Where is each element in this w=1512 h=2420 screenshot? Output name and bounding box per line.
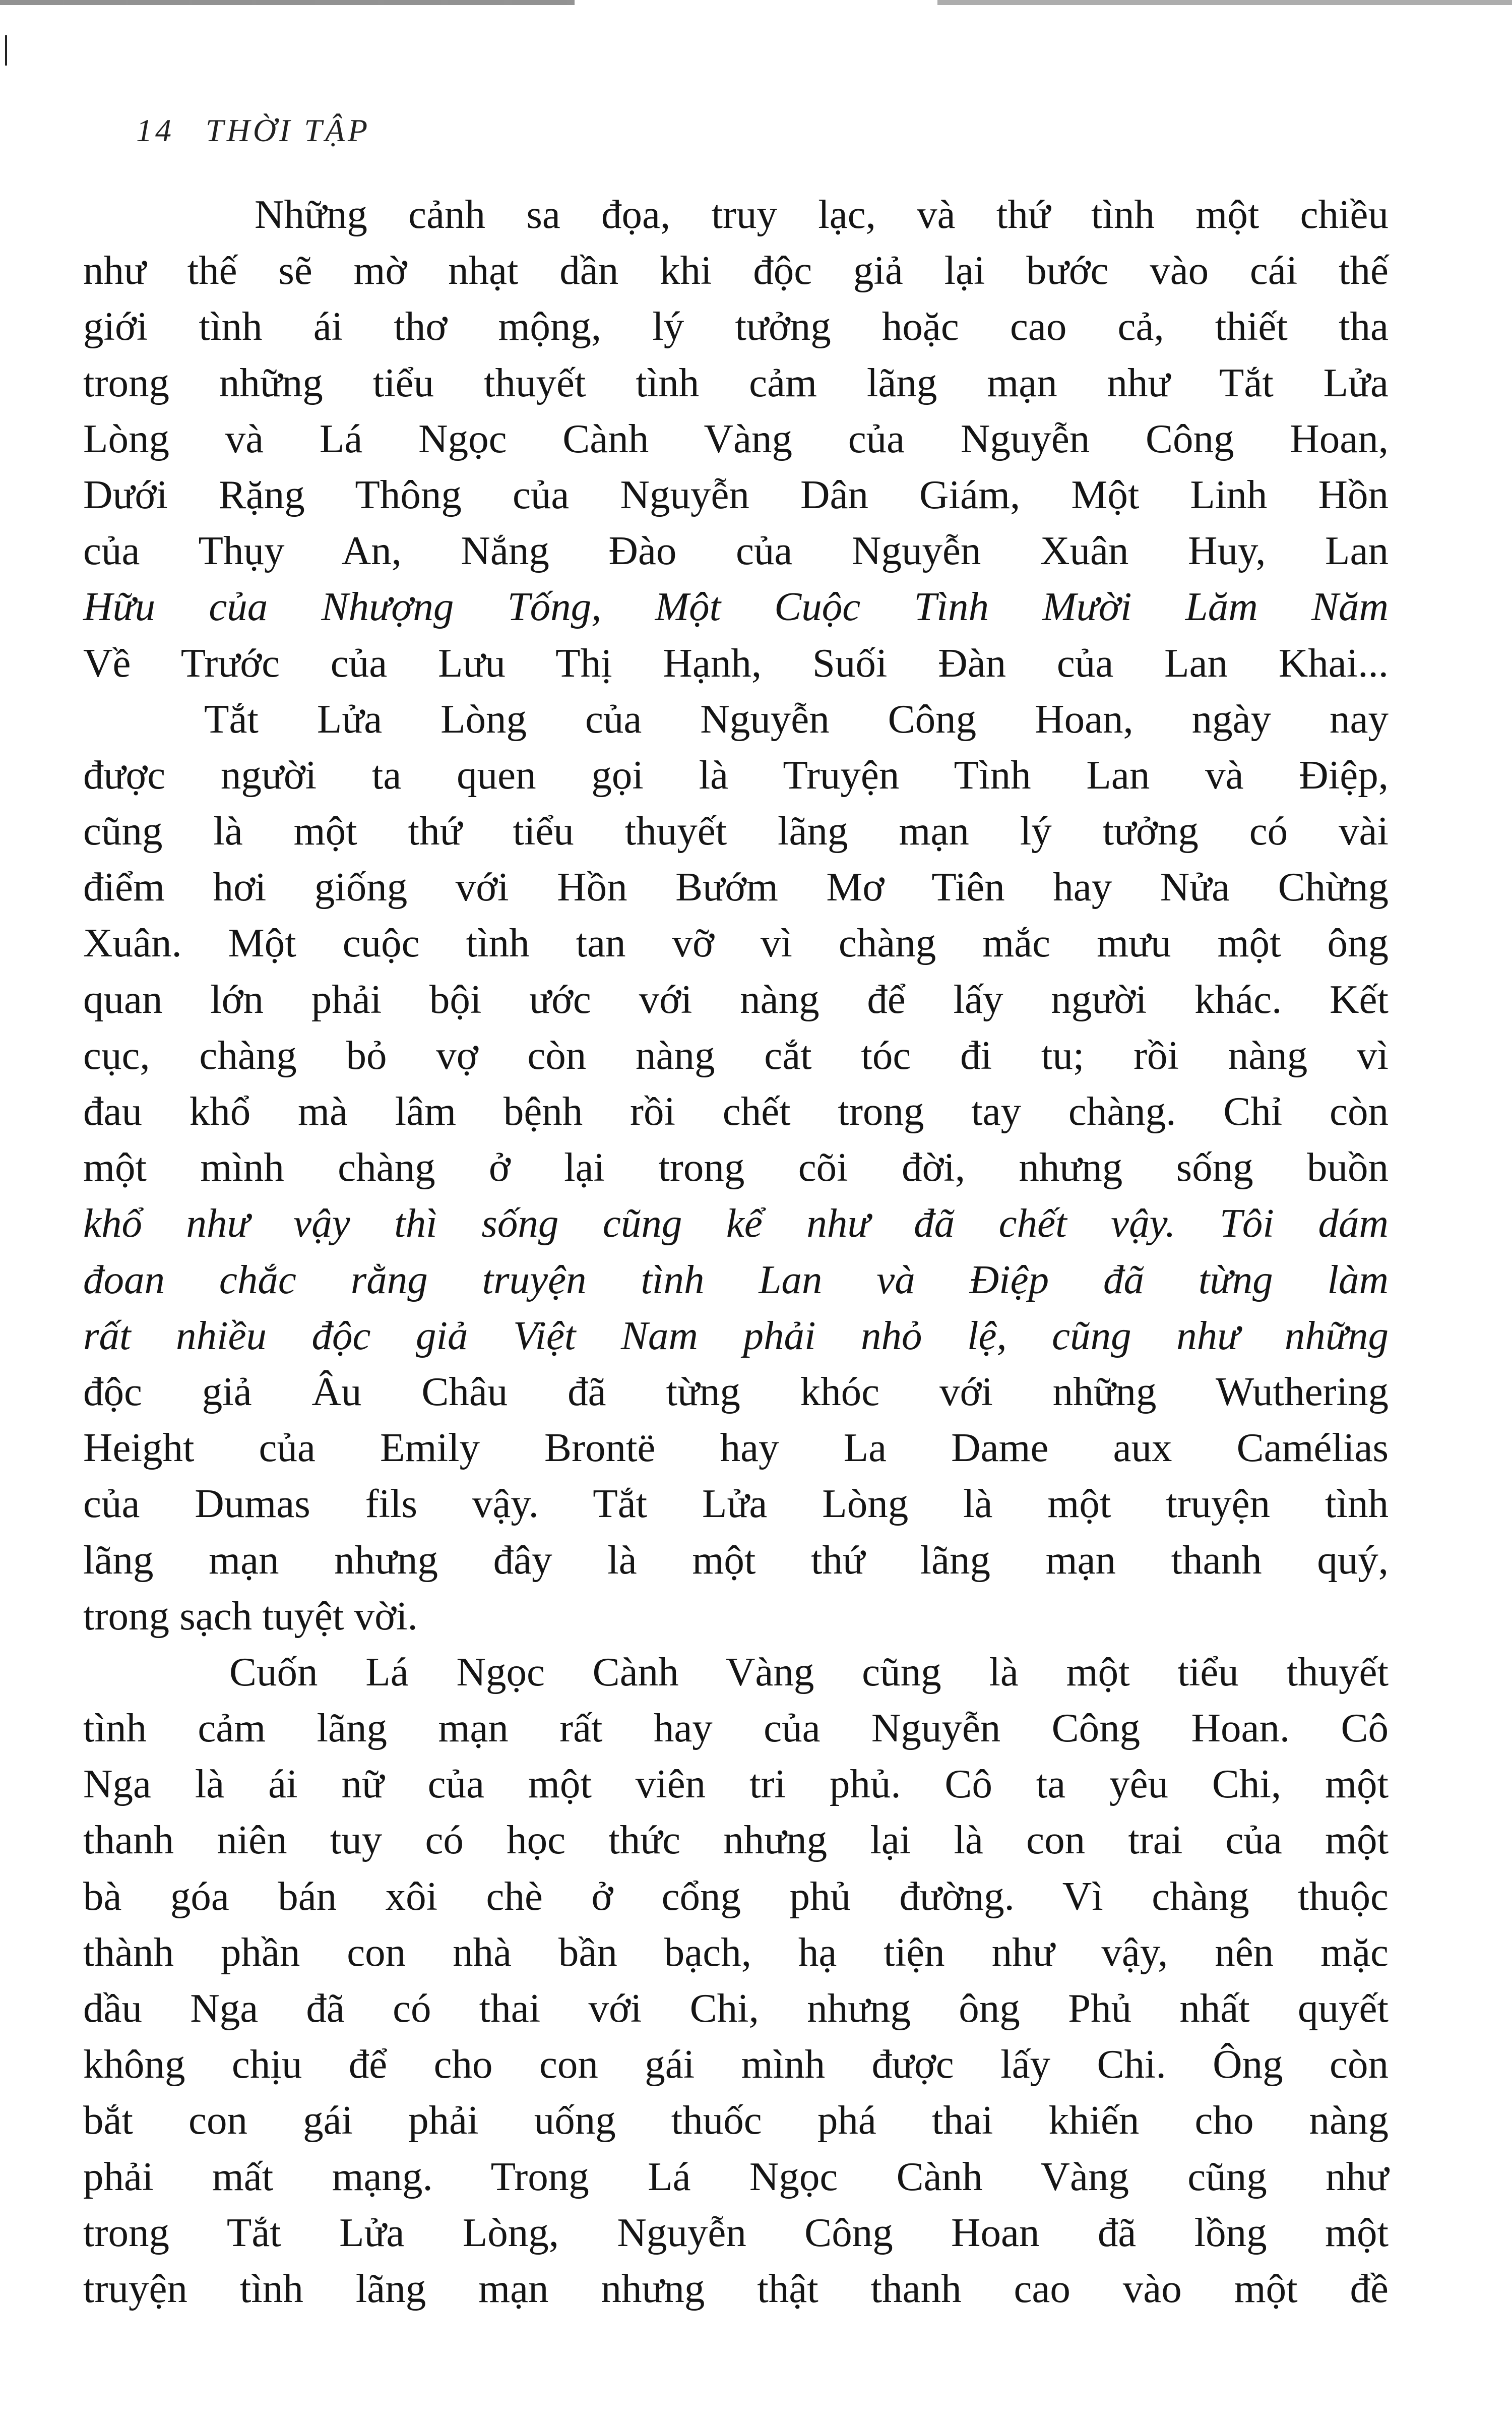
text-line: Dưới Rặng Thông của Nguyễn Dân Giám, Một Linh Hồn	[83, 471, 1389, 517]
text-line: một mình chàng ở lại trong cõi đời, nhưng sống buồn	[83, 1144, 1389, 1190]
text-line: Nga là ái nữ của một viên tri phủ. Cô ta yêu Chi, một	[83, 1761, 1389, 1807]
text-line: lãng mạn nhưng đây là một thứ lãng mạn thanh quý,	[83, 1537, 1389, 1583]
text-line: Những cảnh sa đọa, truy lạc, và thứ tình một chiều	[255, 192, 1389, 237]
text-line: đoan chắc rằng truyện tình Lan và Điệp đã từng làm	[83, 1256, 1389, 1302]
text-line: phải mất mạng. Trong Lá Ngọc Cành Vàng cũng như	[83, 2153, 1389, 2199]
text-line: đau khổ mà lâm bệnh rồi chết trong tay chàng. Chỉ còn	[83, 1088, 1389, 1134]
text-line: Xuân. Một cuộc tình tan vỡ vì chàng mắc mưu một ông	[83, 920, 1389, 966]
text-line: trong sạch tuyệt vời.	[83, 1593, 418, 1639]
scan-edge-mark	[5, 35, 7, 66]
text-line: Tắt Lửa Lòng của Nguyễn Công Hoan, ngày nay	[204, 696, 1389, 742]
body-text	[83, 187, 1389, 2317]
text-line: cục, chàng bỏ vợ còn nàng cắt tóc đi tu; rồi nàng vì	[83, 1032, 1389, 1078]
text-line: trong Tắt Lửa Lòng, Nguyễn Công Hoan đã lồng một	[83, 2209, 1389, 2255]
text-line: độc giả Âu Châu đã từng khóc với những Wuthering	[83, 1368, 1389, 1414]
text-line: điểm hơi giống với Hồn Bướm Mơ Tiên hay Nửa Chừng	[83, 864, 1389, 910]
text-line: rất nhiều độc giả Việt Nam phải nhỏ lệ, cũng như những	[83, 1312, 1389, 1358]
text-line: Hữu của Nhượng Tống, Một Cuộc Tình Mười Lăm Năm	[83, 584, 1389, 630]
text-line: bắt con gái phải uống thuốc phá thai khiến cho nàng	[83, 2097, 1389, 2143]
text-line: không chịu để cho con gái mình được lấy Chi. Ông còn	[83, 2041, 1389, 2087]
text-line: Về Trước của Lưu Thị Hạnh, Suối Đàn của Lan Khai...	[83, 640, 1389, 686]
text-line: của Dumas fils vậy. Tắt Lửa Lòng là một truyện tình	[83, 1481, 1389, 1527]
running-title: THỜI TẬP	[206, 112, 371, 148]
text-line: trong những tiểu thuyết tình cảm lãng mạn như Tắt Lửa	[83, 359, 1389, 405]
text-line: Lòng và Lá Ngọc Cành Vàng của Nguyễn Công Hoan,	[83, 415, 1389, 461]
text-line: thành phần con nhà bần bạch, hạ tiện như vậy, nên mặc	[83, 1929, 1389, 1975]
text-line: dầu Nga đã có thai với Chi, nhưng ông Phủ nhất quyết	[83, 1985, 1389, 2031]
text-line: của Thụy An, Nắng Đào của Nguyễn Xuân Huy, Lan	[83, 528, 1389, 574]
text-line: Height của Emily Brontë hay La Dame aux Camélias	[83, 1425, 1389, 1471]
text-line: thanh niên tuy có học thức nhưng lại là con trai của một	[83, 1817, 1389, 1863]
text-line: Cuốn Lá Ngọc Cành Vàng cũng là một tiểu thuyết	[229, 1649, 1389, 1695]
text-line: được người ta quen gọi là Truyện Tình Lan và Điệp,	[83, 752, 1389, 798]
text-line: giới tình ái thơ mộng, lý tưởng hoặc cao cả, thiết tha	[83, 304, 1389, 349]
text-line: truyện tình lãng mạn nhưng thật thanh cao vào một đề	[83, 2265, 1389, 2311]
page-header	[136, 112, 370, 149]
text-line: tình cảm lãng mạn rất hay của Nguyễn Công Hoan. Cô	[83, 1705, 1389, 1751]
text-line: bà góa bán xôi chè ở cổng phủ đường. Vì chàng thuộc	[83, 1873, 1389, 1919]
text-line: cũng là một thứ tiểu thuyết lãng mạn lý tưởng có vài	[83, 808, 1389, 854]
text-line: khổ như vậy thì sống cũng kể như đã chết vậy. Tôi dám	[83, 1200, 1389, 1246]
text-line: quan lớn phải bội ước với nàng để lấy người khác. Kết	[83, 976, 1389, 1022]
page-number: 14	[136, 112, 174, 148]
text-line: như thế sẽ mờ nhạt dần khi độc giả lại bước vào cái thế	[83, 248, 1389, 293]
top-scan-edge	[0, 0, 1512, 5]
